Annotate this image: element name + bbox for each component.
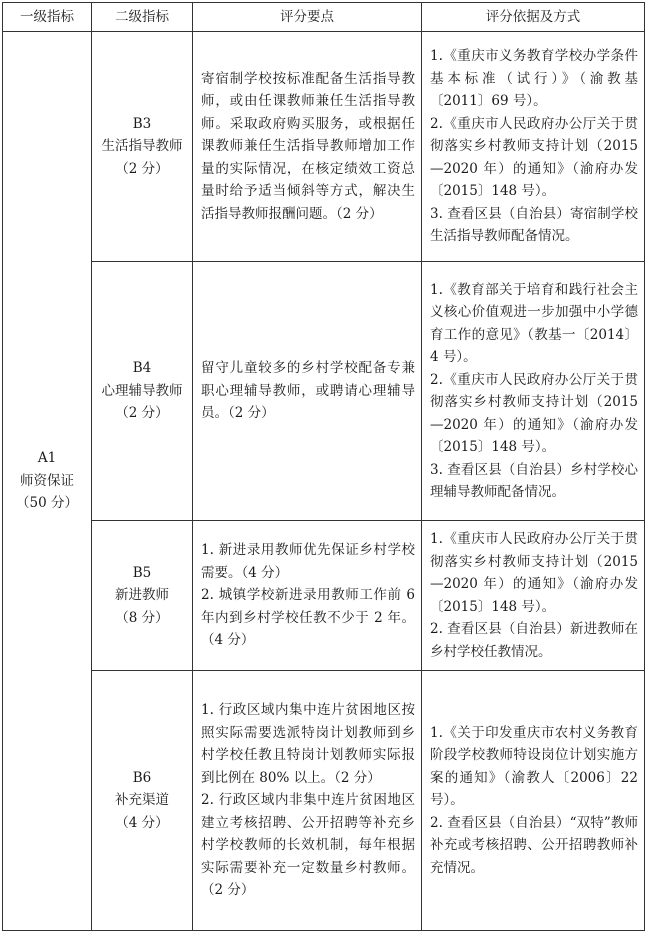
point-text: 留守儿童较多的乡村学校配备专兼职心理辅导教师，或聘请心理辅导员。（2 分） (201, 360, 415, 422)
basis-cell (422, 262, 645, 521)
basis-item: 1.《教育部关于培育和践行社会主义核心价值观进一步加强中小学德育工作的意见》（教基一〔2014〕4 号）。 (430, 281, 638, 365)
point-item: 2. 城镇学校新进录用教师工作前 6 年内到乡村学校任教不少于 2 年。（4 分） (201, 587, 415, 649)
level2-name: 心理辅导教师 (101, 382, 183, 399)
header-basis: 评分依据及方式 (422, 3, 645, 32)
header-level1: 一级指标 (3, 3, 92, 32)
level2-score: （2 分） (115, 160, 169, 177)
table-row (3, 521, 645, 671)
points-cell (193, 32, 422, 262)
points-cell (193, 671, 422, 931)
header-points: 评分要点 (193, 3, 422, 32)
table-row (3, 671, 645, 931)
level2-code: B3 (132, 115, 152, 132)
level2-cell (92, 521, 193, 671)
basis-item: 2.《重庆市人民政府办公厅关于贯彻落实乡村教师支持计划（2015—2020 年）的通知》（渝府办发〔2015〕148 号）。 (430, 115, 638, 200)
table-row (3, 262, 645, 521)
level1-score: （50 分） (16, 495, 78, 512)
basis-item: 1.《关于印发重庆市农村义务教育阶段学校教师特设岗位计划实施方案的通知》（渝教人〔2006〕22 号）。 (430, 724, 638, 809)
points-cell (193, 262, 422, 521)
basis-item: 3. 查看区县（自治县）乡村学校心理辅导教师配备情况。 (430, 461, 638, 500)
basis-cell (422, 671, 645, 931)
level2-name: 新进教师 (115, 587, 169, 604)
point-item: 1. 新进录用教师优先保证乡村学校需要。（4 分） (201, 542, 415, 581)
basis-cell (422, 32, 645, 262)
level2-cell (92, 671, 193, 931)
level2-name: 生活指导教师 (101, 138, 183, 155)
level2-name: 补充渠道 (115, 792, 169, 809)
table-row (3, 32, 645, 262)
level2-score: （4 分） (115, 814, 169, 831)
basis-cell (422, 521, 645, 671)
level2-code: B5 (132, 564, 152, 581)
header-level2: 二级指标 (92, 3, 193, 32)
points-cell (193, 521, 422, 671)
basis-item: 2.《重庆市人民政府办公厅关于贯彻落实乡村教师支持计划（2015—2020 年）的通知》（渝府办发〔2015〕148 号）。 (430, 371, 638, 455)
basis-item: 1.《重庆市义务教育学校办学条件基本标准（试行）》（渝教基〔2011〕69 号）。 (430, 48, 638, 110)
level1-code: A1 (37, 450, 57, 467)
basis-item: 3. 查看区县（自治县）寄宿制学校生活指导教师配备情况。 (430, 205, 638, 245)
level2-score: （8 分） (115, 609, 169, 626)
level2-cell (92, 32, 193, 262)
level2-score: （2 分） (115, 405, 169, 422)
basis-item: 1.《重庆市人民政府办公厅关于贯彻落实乡村教师支持计划（2015—2020 年）的通知》（渝府办发〔2015〕148 号）。 (430, 531, 638, 615)
level1-cell (3, 32, 92, 931)
level2-code: B4 (132, 360, 152, 377)
level2-cell (92, 262, 193, 521)
table-header-row (3, 3, 645, 32)
point-item: 2. 行政区域内非集中连片贫困地区建立考核招聘、公开招聘等补充乡村学校教师的长效机制，每年根据实际需要补充一定数量乡村教师。（2 分） (201, 792, 415, 899)
evaluation-table (2, 2, 645, 931)
level2-code: B6 (132, 769, 152, 786)
basis-item: 2. 查看区县（自治县）“双特”教师补充或考核招聘、公开招聘教师补充情况。 (430, 814, 638, 876)
basis-item: 2. 查看区县（自治县）新进教师在乡村学校任教情况。 (430, 621, 638, 660)
level1-name: 师资保证 (20, 472, 74, 489)
point-item: 1. 行政区域内集中连片贫困地区按照实际需要选派特岗计划教师到乡村学校任教且特岗计划教师实际报到比例在 80% 以上。（2 分） (201, 702, 415, 786)
point-text: 寄宿制学校按标准配备生活指导教师，或由任课教师兼任生活指导教师。采取政府购买服务，或根据任课教师兼任生活指导教师增加工作量的实际情况，在核定绩效工资总量时给予适当倾斜等方式，解决生活指导教师报酬问题。（2 分） (201, 70, 415, 222)
